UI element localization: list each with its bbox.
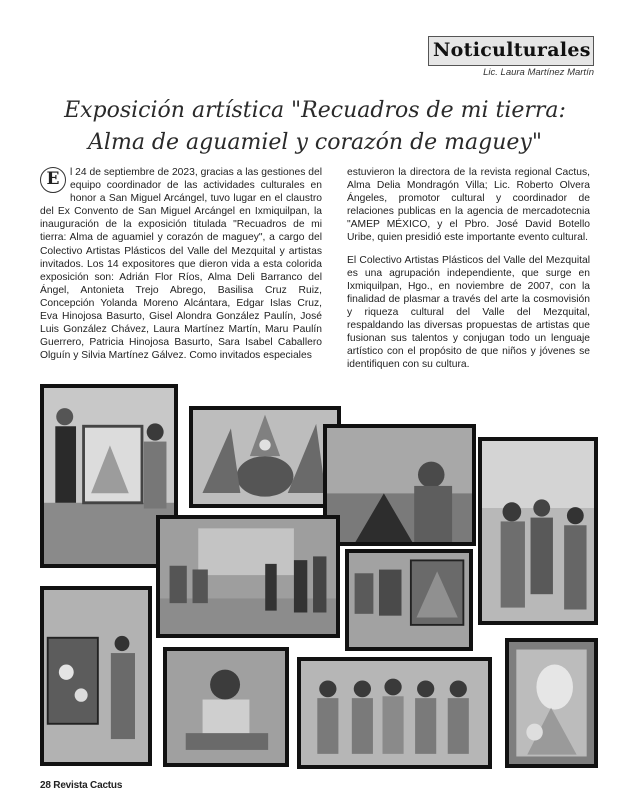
photo-gallery-cloister: [156, 515, 340, 638]
headline-line-1: Exposición artística "Recuadros de mi tierra:: [64, 98, 566, 123]
page-footer: 28 Revista Cactus: [40, 780, 123, 791]
section-author: Lic. Laura Martínez Martín: [483, 67, 594, 78]
photo-group-of-women: [297, 657, 492, 769]
paragraph-3: El Colectivo Artistas Plásticos del Valle del Mezquital es una agrupación independiente, que surge en Ixmiquilpan, Hgo., en noviembre de 2007, con la finalidad de plasmar a través del arte la cosmovisión y riqueza cultural del Valle del Mezquital, respaldando las diversas propuestas de artistas que fusionan sus talentos y conjugan todo un lenguaje artístico con el propósito de que niños y jóvenes se identifiquen con su cultura.: [347, 254, 590, 371]
drop-cap: E: [40, 167, 66, 193]
section-title: Noticulturales: [433, 39, 591, 61]
paragraph-1: [40, 166, 322, 362]
paragraph-1-text: l 24 de septiembre de 2023, gracias a las gestiones del equipo coordinador de las actividades culturales en honor a San Miguel Arcángel, tuvo lugar en el claustro del Ex Convento de San Miguel Arcángel en Ixmiquilpan, la inauguración de la exposición titulada "Recuadros de mi tierra: Alma de aguamiel y corazón de maguey", a cargo del Colectivo Artistas Plásticos del Valle del Mezquital y artistas invitados. Los 14 expositores que dieron vida a esta colorida exposición son: Adrián Flor Ríos, Alma Deli Barranco del Ángel, Antonieta Trejo Abrego, Basilisa Cruz Ruiz, Concepción Yolanda Moreno Alcántara, Edgar Islas Cruz, Eva Hinojosa Basurto, Gisel Alondra González Paulín, José Luis González Chávez, Laura Martínez Martín, Maru Paulín Guerrero, Patricia Hinojosa Basurto, Sara Isabel Caballero Olguín y Silvia Martínez Gálvez. Como invitados especiales: [40, 167, 322, 362]
photo-paintings-on-easels: [345, 549, 473, 651]
article-column-right: [347, 166, 590, 380]
photo-virgin-painting: [505, 638, 598, 768]
photo-elder-woman-weaving: [163, 647, 289, 767]
photo-woman-with-flower-painting: [40, 586, 152, 766]
section-header: [428, 36, 594, 84]
headline-line-2: Alma de aguamiel y corazón de maguey": [88, 130, 542, 155]
section-title-box: [428, 36, 594, 66]
article-headline: [40, 95, 590, 159]
paragraph-2: estuvieron la directora de la revista regional Cactus, Alma Delia Mondragón Villa; Lic. Roberto Olvera Ángeles, promotor cultural y coordinador de relaciones publicas en la agencia de mercadotecnia "AMEP MÉXICO, y el Pbro. José David Botello Uribe, quien presidió este importante evento cultural.: [347, 167, 590, 244]
photo-woman-painting-agave: [323, 424, 476, 546]
photo-women-speaking: [478, 437, 598, 625]
photo-cactus-painting: [189, 406, 341, 508]
article-column-left: [40, 166, 322, 371]
